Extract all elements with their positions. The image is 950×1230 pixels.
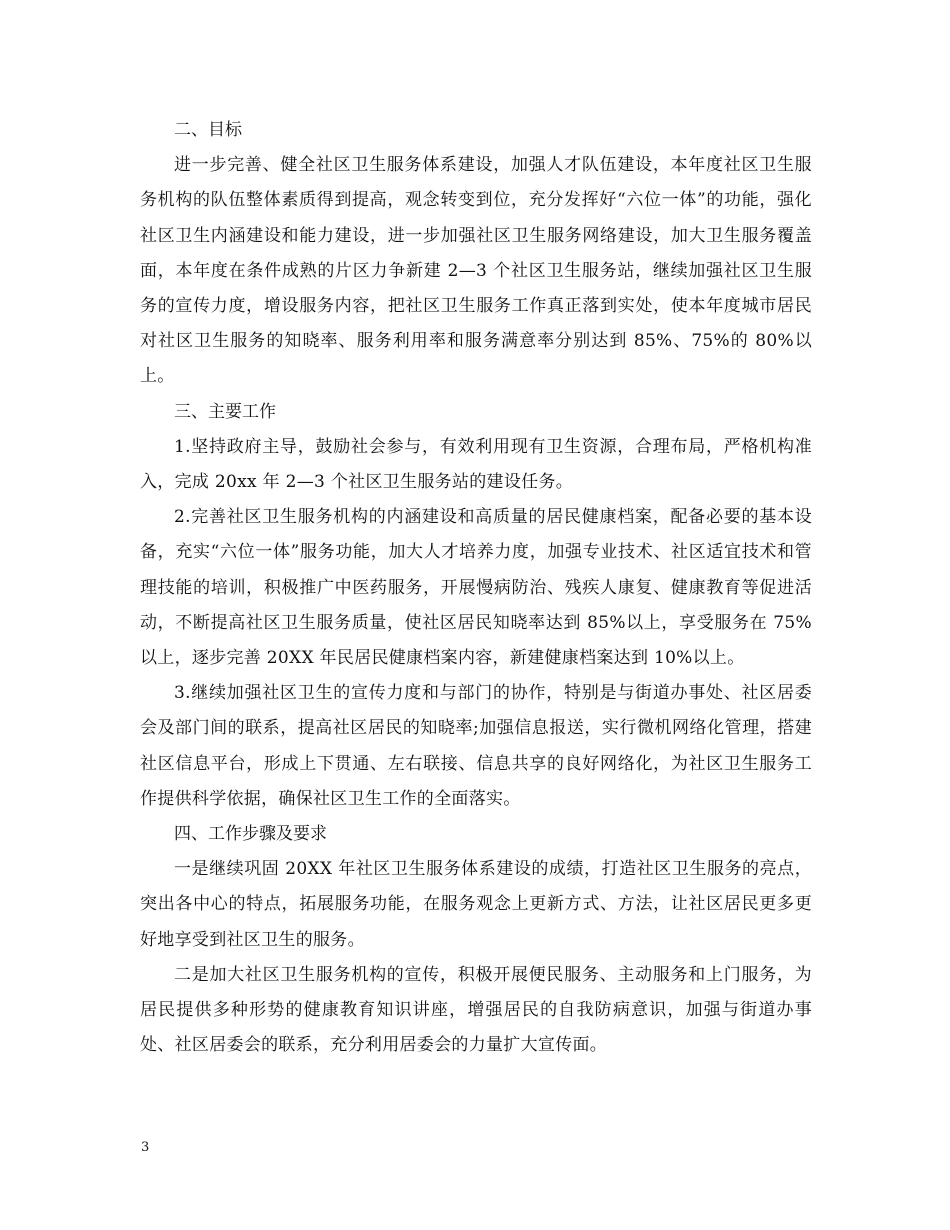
steps-item-2: 二是加大社区卫生服务机构的宣传，积极开展便民服务、主动服务和上门服务，为居民提供多种形势的健康教育知识讲座，增强居民的自我防病意识，加强与街道办事处、社区居委会的联系，充分利用居委会的力量扩大宣传面。 <box>140 964 812 1056</box>
section-heading-goals: 二、目标 <box>174 120 242 140</box>
document-body <box>140 113 812 1063</box>
main-work-item-3: 3.继续加强社区卫生的宣传力度和与部门的协作，特别是与街道办事处、社区居委会及部门间的联系，提高社区居民的知晓率;加强信息报送，实行微机网络化管理，搭建社区信息平台，形成上下贯通、左右联接、信息共享的良好网络化，为社区卫生服务工作提供科学依据，确保社区卫生工作的全面落实。 <box>140 683 812 809</box>
goals-paragraph: 进一步完善、健全社区卫生服务体系建设，加强人才队伍建设，本年度社区卫生服务机构的队伍整体素质得到提高，观念转变到位，充分发挥好“六位一体”的功能，强化社区卫生内涵建设和能力建设，进一步加强社区卫生服务网络建设，加大卫生服务覆盖面，本年度在条件成熟的片区力争新建 2—3 个社区卫生服务站，继续加强社区卫生服务的宣传力度，增设服务内容，把社区卫生服务工作真正落到实处，使本年度城市居民对社区卫生服务的知晓率、服务利用率和服务满意率分别达到 85%、75%的 80%以上。 <box>140 155 812 387</box>
main-work-item-1: 1.坚持政府主导，鼓励社会参与，有效利用现有卫生资源，合理布局，严格机构准入，完成 20xx 年 2—3 个社区卫生服务站的建设任务。 <box>140 436 812 493</box>
steps-item-1: 一是继续巩固 20XX 年社区卫生服务体系建设的成绩，打造社区卫生服务的亮点，突出各中心的特点，拓展服务功能，在服务观念上更新方式、方法，让社区居民更多更好地享受到社区卫生的服务。 <box>140 859 812 950</box>
page-number: 3 <box>141 1140 150 1155</box>
main-work-item-2: 2.完善社区卫生服务机构的内涵建设和高质量的居民健康档案，配备必要的基本设备，充实“六位一体”服务功能，加大人才培养力度，加强专业技术、社区适宜技术和管理技能的培训，积极推广中医药服务，开展慢病防治、残疾人康复、健康教育等促进活动，不断提高社区卫生服务质量，使社区居民知晓率达到 85%以上，享受服务在 75%以上，逐步完善 20XX 年民居民健康档案内容，新建健康档案达到 10%以上。 <box>140 507 812 669</box>
section-heading-main-work: 三、主要工作 <box>174 401 276 422</box>
section-heading-steps: 四、工作步骤及要求 <box>174 824 327 845</box>
